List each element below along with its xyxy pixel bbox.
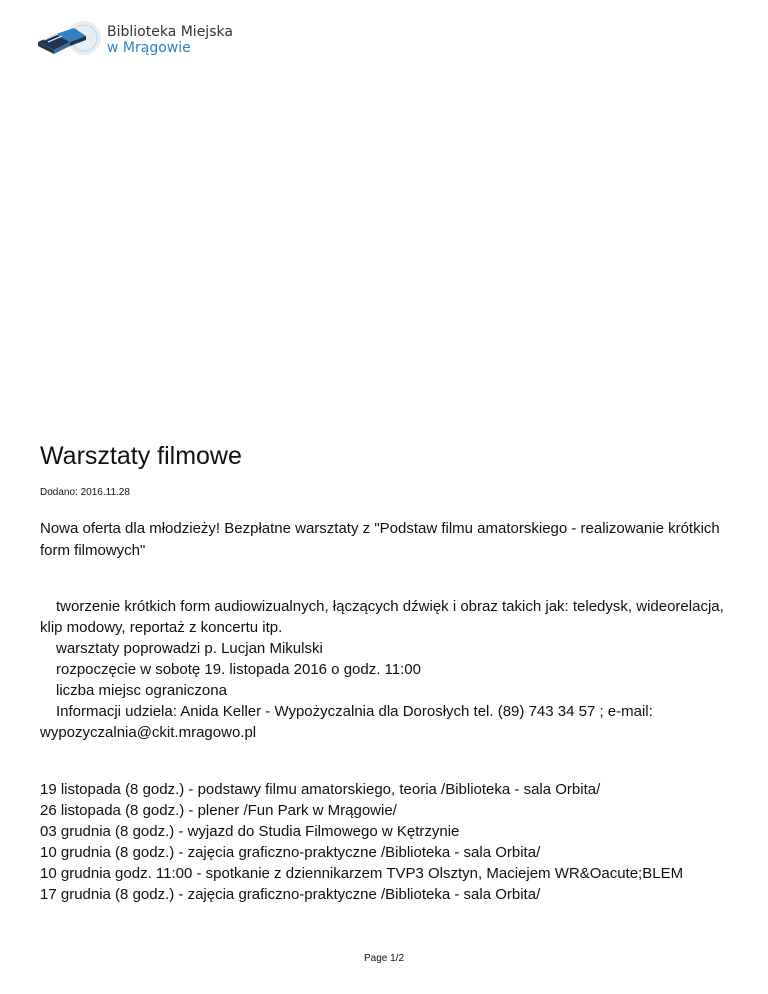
workshop-details [40,596,740,743]
detail-item: tworzenie krótkich form audiowizualnych, łączących dźwięk i obraz takich jak: teledysk, wideorelacja, klip modowy, reportaż z koncertu itp. [40,598,724,636]
logo-text-line1: Biblioteka Miejska [107,24,233,40]
detail-item: liczba miejsc ograniczona [56,682,227,699]
detail-item: warsztaty poprowadzi p. Lucjan Mikulski [56,640,323,657]
schedule-item: 03 grudnia (8 godz.) - wyjazd do Studia Filmowego w Kętrzynie [40,823,460,840]
schedule-item: 26 listopada (8 godz.) - plener /Fun Park w Mrągowie/ [40,802,397,819]
schedule-item: 10 grudnia (8 godz.) - zajęcia graficzno-praktyczne /Biblioteka - sala Orbita/ [40,844,541,861]
schedule-item: 17 grudnia (8 godz.) - zajęcia graficzno-praktyczne /Biblioteka - sala Orbita/ [40,886,541,903]
page-number: Page 1/2 [363,953,405,964]
added-label: Dodano: [40,487,78,498]
open-book-logo-icon [34,18,102,64]
schedule-item: 10 grudnia godz. 11:00 - spotkanie z dziennikarzem TVP3 Olsztyn, Maciejem WR&Oacute;BLEM [40,865,684,882]
added-date-line [40,487,130,498]
detail-item: rozpoczęcie w sobotę 19. listopada 2016 o godz. 11:00 [56,661,421,678]
library-logo [34,18,254,66]
schedule-item: 19 listopada (8 godz.) - podstawy filmu amatorskiego, teoria /Biblioteka - sala Orbita/ [40,781,601,798]
article-intro: Nowa oferta dla młodzieży! Bezpłatne warsztaty z "Podstaw filmu amatorskiego - realizowanie krótkich form filmowych" [40,520,720,559]
article-title: Warsztaty filmowe [40,442,242,470]
added-date: 2016.11.28 [80,487,130,498]
schedule-list [40,779,740,905]
logo-text-line2: w Mrągowie [107,40,191,56]
detail-item: Informacji udziela: Anida Keller - Wypożyczalnia dla Dorosłych tel. (89) 743 34 57 ; e-mail: wypozyczalnia@ckit.mragowo.pl [40,703,653,741]
